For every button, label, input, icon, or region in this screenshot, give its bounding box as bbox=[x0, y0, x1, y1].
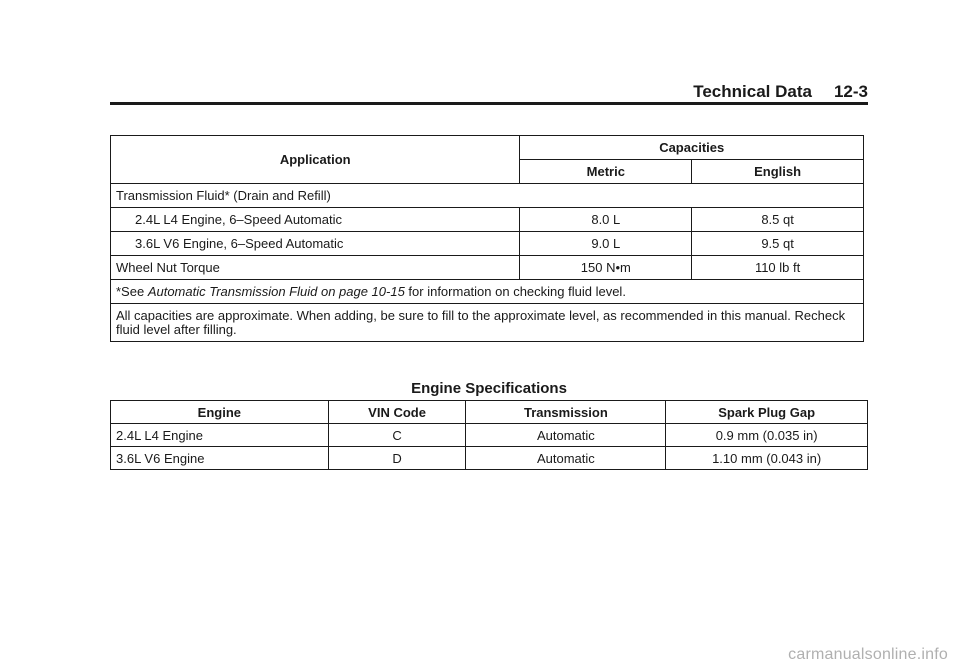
english-value: 8.5 qt bbox=[692, 208, 864, 232]
engine-cell: 3.6L V6 Engine bbox=[111, 447, 329, 470]
engine-specs-table bbox=[110, 400, 868, 470]
capacities-note: All capacities are approximate. When adding, be sure to fill to the approximate level, as recommended in this manual. Recheck fluid level after filling. bbox=[111, 304, 864, 342]
metric-value: 8.0 L bbox=[520, 208, 692, 232]
table-row bbox=[111, 256, 864, 280]
page-header bbox=[640, 82, 868, 102]
vin-code-cell: C bbox=[328, 424, 466, 447]
english-value: 9.5 qt bbox=[692, 232, 864, 256]
table-row bbox=[111, 447, 868, 470]
footnote-prefix: *See bbox=[116, 284, 148, 299]
header-spark-plug-gap: Spark Plug Gap bbox=[666, 401, 868, 424]
header-transmission: Transmission bbox=[466, 401, 666, 424]
row-label: 2.4L L4 Engine, 6–Speed Automatic bbox=[111, 208, 520, 232]
english-value: 110 lb ft bbox=[692, 256, 864, 280]
page-number: 12-3 bbox=[833, 82, 868, 101]
transmission-cell: Automatic bbox=[466, 424, 666, 447]
footnote bbox=[111, 280, 864, 304]
table-row bbox=[111, 232, 864, 256]
header-english: English bbox=[692, 160, 864, 184]
section-row bbox=[111, 184, 864, 208]
header-engine: Engine bbox=[111, 401, 329, 424]
metric-value: 9.0 L bbox=[520, 232, 692, 256]
capacities-table bbox=[110, 135, 864, 342]
transmission-cell: Automatic bbox=[466, 447, 666, 470]
engine-specs-title: Engine Specifications bbox=[411, 380, 567, 397]
watermark: carmanualsonline.info bbox=[788, 646, 948, 663]
header-application: Application bbox=[111, 136, 520, 184]
engine-cell: 2.4L L4 Engine bbox=[111, 424, 329, 447]
note-row bbox=[111, 304, 864, 342]
header-capacities: Capacities bbox=[520, 136, 864, 160]
section-title: Technical Data bbox=[693, 82, 812, 101]
footnote-row bbox=[111, 280, 864, 304]
spark-plug-gap-cell: 0.9 mm (0.035 in) bbox=[666, 424, 868, 447]
footnote-reference: Automatic Transmission Fluid on page 10-15 bbox=[147, 284, 405, 299]
header-metric: Metric bbox=[520, 160, 692, 184]
header-vin-code: VIN Code bbox=[328, 401, 466, 424]
metric-value: 150 N•m bbox=[520, 256, 692, 280]
row-label: 3.6L V6 Engine, 6–Speed Automatic bbox=[111, 232, 520, 256]
row-label: Wheel Nut Torque bbox=[111, 256, 520, 280]
table-row bbox=[111, 424, 868, 447]
transmission-section-label: Transmission Fluid* (Drain and Refill) bbox=[111, 184, 864, 208]
vin-code-cell: D bbox=[328, 447, 466, 470]
footnote-suffix: for information on checking fluid level. bbox=[404, 284, 626, 299]
header-rule bbox=[110, 102, 868, 105]
table-row bbox=[111, 208, 864, 232]
spark-plug-gap-cell: 1.10 mm (0.043 in) bbox=[666, 447, 868, 470]
